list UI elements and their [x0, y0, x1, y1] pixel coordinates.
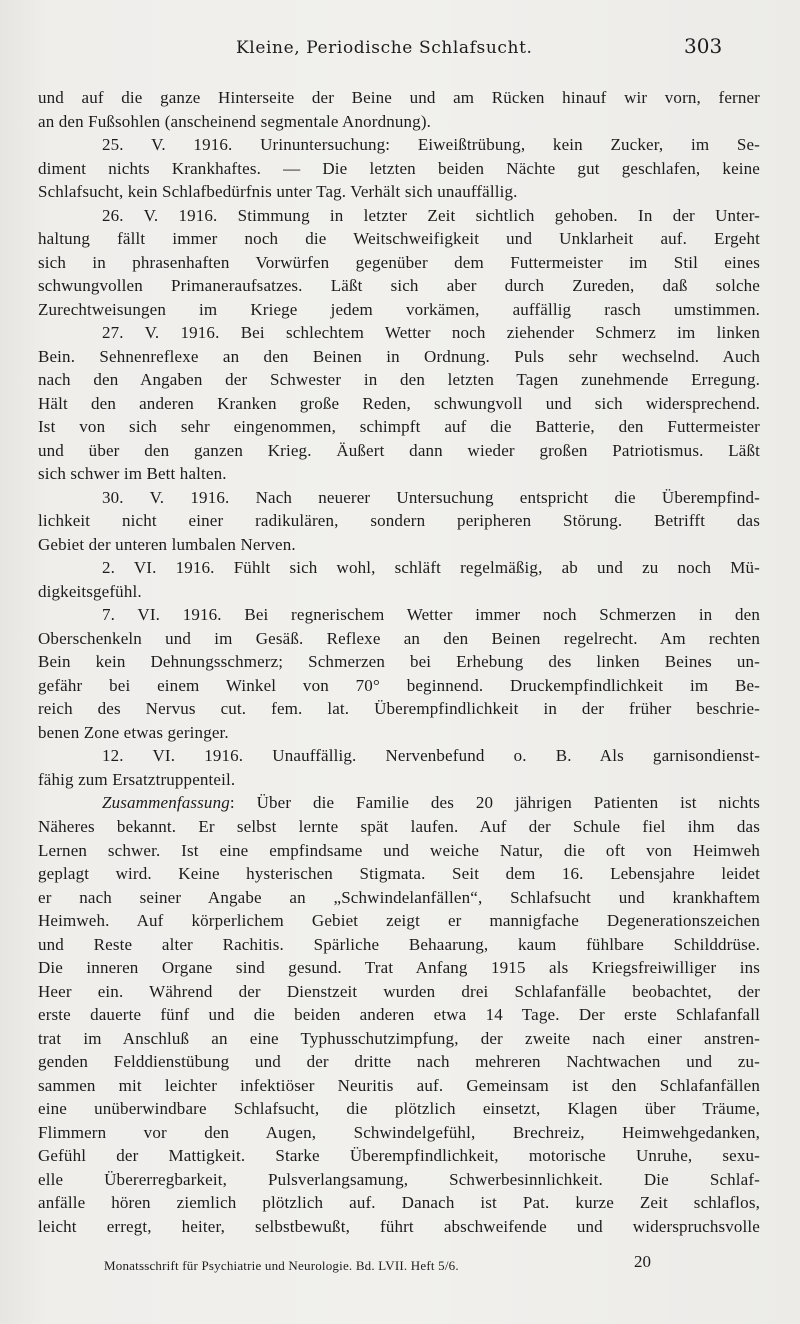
text-line: geplagt wird. Keine hysterischen Stigmata. Seit dem 16. Lebensjahre leidet [38, 864, 760, 884]
text-line: reich des Nervus cut. fem. lat. Überempfindlichkeit in der früher beschrie- [38, 699, 760, 719]
text-line: Gebiet der unteren lumbalen Nerven. [38, 534, 296, 554]
journal-footer: Monatsschrift für Psychiatrie und Neurologie. Bd. LVII. Heft 5/6. [104, 1258, 459, 1273]
text-line: Hält den anderen Kranken große Reden, schwungvoll und sich widersprechend. [38, 393, 760, 413]
text-line: sich in phrasenhaften Vorwürfen gegenüber dem Futtermeister im Stil eines [38, 252, 760, 272]
running-title: Kleine, Periodische Schlafsucht. [236, 38, 533, 58]
text-line: elle Übererregbarkeit, Pulsverlangsamung, Schwerbesinnlichkeit. Die Schlaf- [38, 1169, 760, 1189]
page-number: 303 [684, 34, 723, 58]
text-line: Heer ein. Während der Dienstzeit wurden drei Schlafanfälle beobachtet, der [38, 981, 760, 1001]
text-line: Bein kein Dehnungsschmerz; Schmerzen bei Erhebung des linken Beines un- [38, 652, 760, 672]
text-line: digkeitsgefühl. [38, 581, 142, 601]
entry-line: 27. V. 1916. Bei schlechtem Wetter noch ziehender Schmerz im linken [102, 323, 760, 343]
text-line: Ist von sich sehr eingenommen, schimpft auf die Batterie, den Futtermeister [38, 417, 760, 437]
page-footer [104, 1252, 724, 1276]
text-line: und auf die ganze Hinterseite der Beine und am Rücken hinauf wir vorn, ferner [38, 88, 760, 107]
running-header [0, 34, 800, 64]
entry-line: 12. VI. 1916. Unauffällig. Nervenbefund o. B. Als garnisondienst- [102, 746, 760, 766]
entry-line: 25. V. 1916. Urinuntersuchung: Eiweißtrübung, kein Zucker, im Se- [102, 135, 760, 155]
signature-mark: 20 [634, 1252, 651, 1271]
text-line: diment nichts Krankhaftes. — Die letzten beiden Nächte gut geschlafen, keine [38, 158, 760, 178]
entry-line: 26. V. 1916. Stimmung in letzter Zeit sichtlich gehoben. In der Unter- [102, 205, 760, 225]
text-line: er nach seiner Angabe an „Schwindelanfällen“, Schlafsucht und krankhaftem [38, 887, 760, 907]
text-line: eine unüberwindbare Schlafsucht, die plötzlich einsetzt, Klagen über Träume, [38, 1099, 760, 1119]
text-line: Oberschenkeln und im Gesäß. Reflexe an den Beinen regelrecht. Am rechten [38, 628, 760, 648]
text-line: an den Fußsohlen (anscheinend segmentale Anordnung). [38, 111, 432, 131]
text-line: Heimweh. Auf körperlichem Gebiet zeigt er mannigfache Degenerationszeichen [38, 911, 760, 931]
text-line: sich schwer im Bett halten. [38, 464, 227, 484]
text-line: gefähr bei einem Winkel von 70° beginnend. Druckempfindlichkeit im Be- [38, 675, 760, 695]
text-line: und über den ganzen Krieg. Äußert dann wieder großen Patriotismus. Läßt [38, 440, 760, 460]
text-line: genden Felddienstübung und der dritte nach mehreren Nachtwachen und zu- [38, 1052, 760, 1072]
text-line: leicht erregt, heiter, selbstbewußt, führt abschweifende und widerspruchsvolle [38, 1216, 760, 1236]
entry-line: 2. VI. 1916. Fühlt sich wohl, schläft regelmäßig, ab und zu noch Mü- [102, 558, 760, 578]
text-line: anfälle hören ziemlich plötzlich auf. Danach ist Pat. kurze Zeit schlaflos, [38, 1193, 760, 1213]
entry-line: 7. VI. 1916. Bei regnerischem Wetter immer noch Schmerzen in den [102, 605, 760, 625]
text-line: Näheres bekannt. Er selbst lernte spät laufen. Auf der Schule fiel ihm das [38, 816, 760, 836]
text-line: erste dauerte fünf und die beiden anderen etwa 14 Tage. Der erste Schlafanfall [38, 1005, 760, 1025]
text-line: Gefühl der Mattigkeit. Starke Überempfindlichkeit, motorische Unruhe, sexu- [38, 1146, 760, 1166]
text-line: Die inneren Organe sind gesund. Trat Anfang 1915 als Kriegsfreiwilliger ins [38, 958, 760, 978]
text-line: Zurechtweisungen im Kriege jedem vorkämen, auffällig rasch umstimmen. [38, 299, 760, 319]
text-line: schwungvollen Primaneraufsatzes. Läßt sich aber durch Zureden, daß solche [38, 276, 760, 296]
entry-line: 30. V. 1916. Nach neuerer Untersuchung entspricht die Überempfind- [102, 487, 760, 507]
text-line: lichkeit nicht einer radikulären, sondern peripheren Störung. Betrifft das [38, 511, 760, 531]
body-text [38, 86, 760, 1238]
summary-first-line: Zusammenfassung: Über die Familie des 20 jährigen Patienten ist nichts [102, 793, 760, 813]
text-line: haltung fällt immer noch die Weitschweifigkeit und Unklarheit auf. Ergeht [38, 229, 760, 249]
text-line: nach den Angaben der Schwester in den letzten Tagen zunehmende Erregung. [38, 370, 760, 390]
text-line: fähig zum Ersatztruppenteil. [38, 769, 236, 789]
text-line: benen Zone etwas geringer. [38, 722, 229, 742]
text-line: Schlafsucht, kein Schlafbedürfnis unter Tag. Verhält sich unauffällig. [38, 182, 518, 202]
text-line: sammen mit leichter infektiöser Neuritis auf. Gemeinsam ist den Schlafanfällen [38, 1075, 760, 1095]
text-line: Flimmern vor den Augen, Schwindelgefühl, Brechreiz, Heimwehgedanken, [38, 1122, 760, 1142]
text-line: trat im Anschluß an eine Typhusschutzimpfung, der zweite nach einer anstren- [38, 1028, 760, 1048]
text-line: Bein. Sehnenreflexe an den Beinen in Ordnung. Puls sehr wechselnd. Auch [38, 346, 760, 366]
text-line: und Reste alter Rachitis. Spärliche Behaarung, kaum fühlbare Schilddrüse. [38, 934, 760, 954]
text-line: Lernen schwer. Ist eine empfindsame und weiche Natur, die oft von Heimweh [38, 840, 760, 860]
